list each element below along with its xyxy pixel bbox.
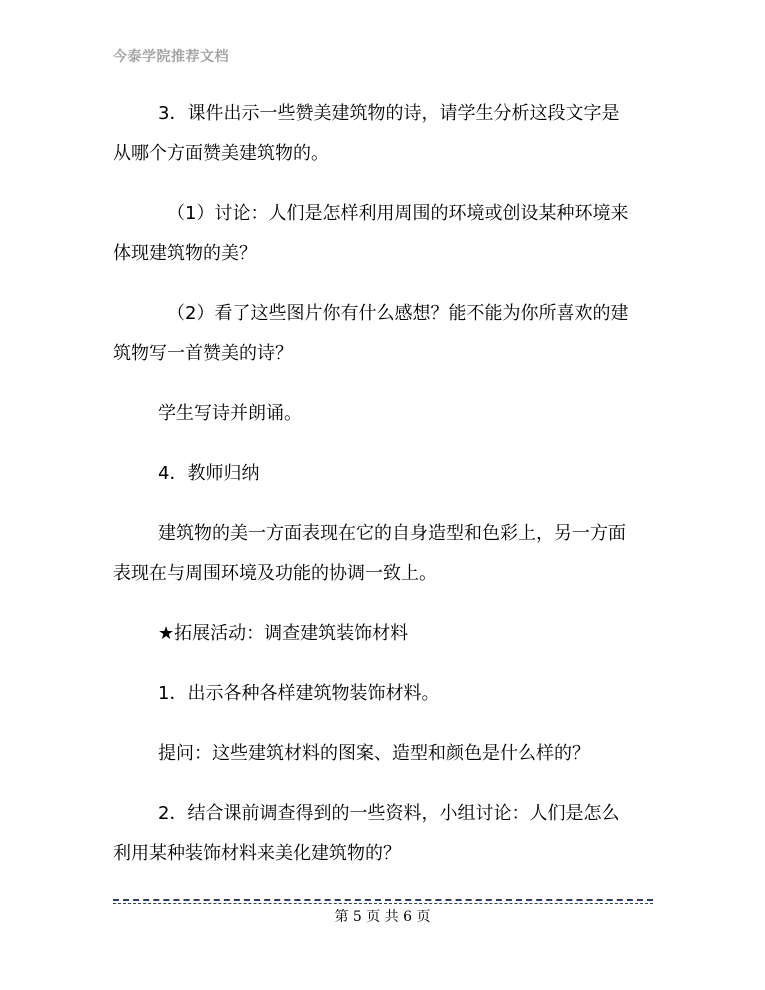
paragraph-line: 2．结合课前调查得到的一些资料，小组讨论：人们是怎么 [158, 803, 620, 824]
paragraph-2 [113, 194, 658, 274]
footer-divider-secondary [113, 903, 653, 904]
paragraph-line: （2）看了这些图片你有什么感想？能不能为你所喜欢的建 [167, 303, 629, 324]
paragraph-8 [113, 674, 658, 714]
paragraph-line: 利用某种装饰材料来美化建筑物的？ [113, 843, 401, 864]
paragraph-line: （1）讨论：人们是怎样利用周围的环境或创设某种环境来 [167, 203, 629, 224]
paragraph-line: ★拓展活动：调查建筑装饰材料 [158, 623, 409, 644]
paragraph-6 [113, 514, 658, 594]
paragraph-line: 提问：这些建筑材料的图案、造型和颜色是什么样的？ [158, 743, 590, 764]
paragraph-line: 3．课件出示一些赞美建筑物的诗，请学生分析这段文字是 [158, 103, 620, 124]
paragraph-line: 从哪个方面赞美建筑物的。 [113, 143, 329, 164]
paragraph-5 [113, 454, 658, 494]
paragraph-line: 表现在与周围环境及功能的协调一致上。 [113, 563, 437, 584]
paragraph-10 [113, 794, 658, 874]
paragraph-line: 筑物写一首赞美的诗？ [113, 343, 293, 364]
document-body [113, 94, 658, 894]
footer-divider [113, 899, 653, 901]
paragraph-line: 体现建筑物的美？ [113, 243, 257, 264]
paragraph-9 [113, 734, 658, 774]
paragraph-3 [113, 294, 658, 374]
document-header-title: 今泰学院推荐文档 [113, 49, 229, 65]
paragraph-4 [113, 394, 658, 434]
paragraph-line: 4．教师归纳 [158, 463, 260, 484]
paragraph-7 [113, 614, 658, 654]
paragraph-line: 学生写诗并朗诵。 [158, 403, 302, 424]
paragraph-line: 1．出示各种各样建筑物装饰材料。 [158, 683, 440, 704]
paragraph-line: 建筑物的美一方面表现在它的自身造型和色彩上，另一方面 [158, 523, 626, 544]
paragraph-1 [113, 94, 658, 174]
page-number: 第 5 页 共 6 页 [334, 909, 431, 925]
